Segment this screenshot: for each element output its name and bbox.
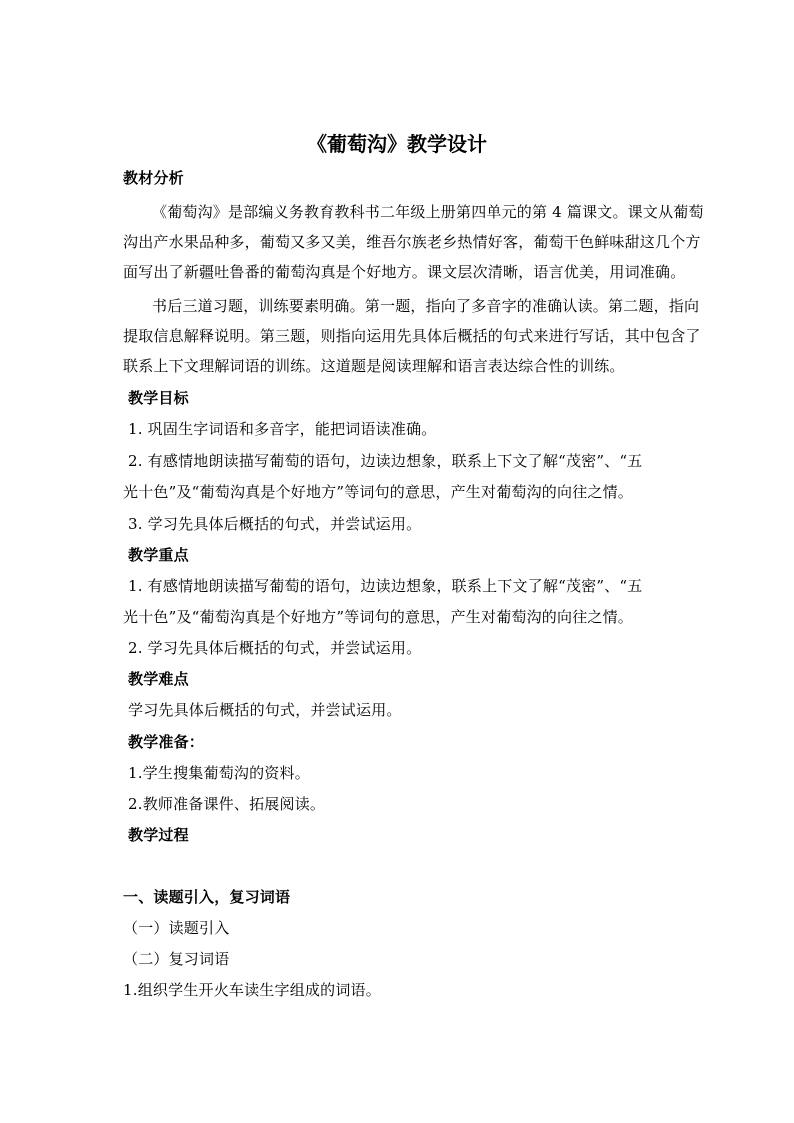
paragraph-line: 沟出产水果品种多，葡萄又多又美，维吾尔族老乡热情好客，葡萄干色鲜味甜这几个方 xyxy=(123,233,701,251)
paragraph-line: 《葡萄沟》是部编义务教育教科书二年级上册第四单元的第 4 篇课文。课文从葡萄 xyxy=(152,203,704,221)
prep-item: 1.学生搜集葡萄沟的资料。 xyxy=(128,764,310,782)
process-heading: 教学过程 xyxy=(128,826,189,844)
goal-item: 光十色”及“葡萄沟真是个好地方”等词句的意思，产生对葡萄沟的向往之情。 xyxy=(123,483,634,501)
paragraph-line: 面写出了新疆吐鲁番的葡萄沟真是个好地方。课文层次清晰，语言优美，用词准确。 xyxy=(123,263,686,281)
focus-heading: 教学重点 xyxy=(128,546,189,564)
difficulty-heading: 教学难点 xyxy=(128,670,189,688)
subsection-heading: （一）读题引入 xyxy=(123,919,230,937)
focus-item: 光十色”及“葡萄沟真是个好地方”等词句的意思，产生对葡萄沟的向往之情。 xyxy=(123,608,634,626)
step-item: 1.组织学生开火车读生字组成的词语。 xyxy=(123,981,381,999)
goals-heading: 教学目标 xyxy=(128,389,189,407)
paragraph-line: 书后三道习题，训练要素明确。第一题，指向了多音字的准确认读。第二题，指向 xyxy=(152,297,700,315)
goal-item: 3. 学习先具体后概括的句式，并尝试运用。 xyxy=(128,515,422,533)
prep-heading: 教学准备： xyxy=(128,733,205,751)
focus-item: 2. 学习先具体后概括的句式，并尝试运用。 xyxy=(128,639,422,657)
prep-item: 2.教师准备课件、拓展阅读。 xyxy=(128,795,326,813)
paragraph-line: 联系上下文理解词语的训练。这道题是阅读理解和语言表达综合性的训练。 xyxy=(123,357,625,375)
section-heading: 一、读题引入，复习词语 xyxy=(123,888,291,906)
document-title: 《葡萄沟》教学设计 xyxy=(307,132,487,156)
difficulty-text: 学习先具体后概括的句式，并尝试运用。 xyxy=(128,701,402,719)
subsection-heading: （二）复习词语 xyxy=(123,950,230,968)
paragraph-line: 提取信息解释说明。第三题，则指向运用先具体后概括的句式来进行写话，其中包含了 xyxy=(123,327,701,345)
goal-item: 2. 有感情地朗读描写葡萄的语句，边读边想象，联系上下文了解“茂密”、“五 xyxy=(128,452,643,470)
goal-item: 1. 巩固生字词语和多音字，能把词语读准确。 xyxy=(128,420,437,438)
focus-item: 1. 有感情地朗读描写葡萄的语句，边读边想象，联系上下文了解“茂密”、“五 xyxy=(128,577,643,595)
analysis-heading: 教材分析 xyxy=(123,169,184,187)
